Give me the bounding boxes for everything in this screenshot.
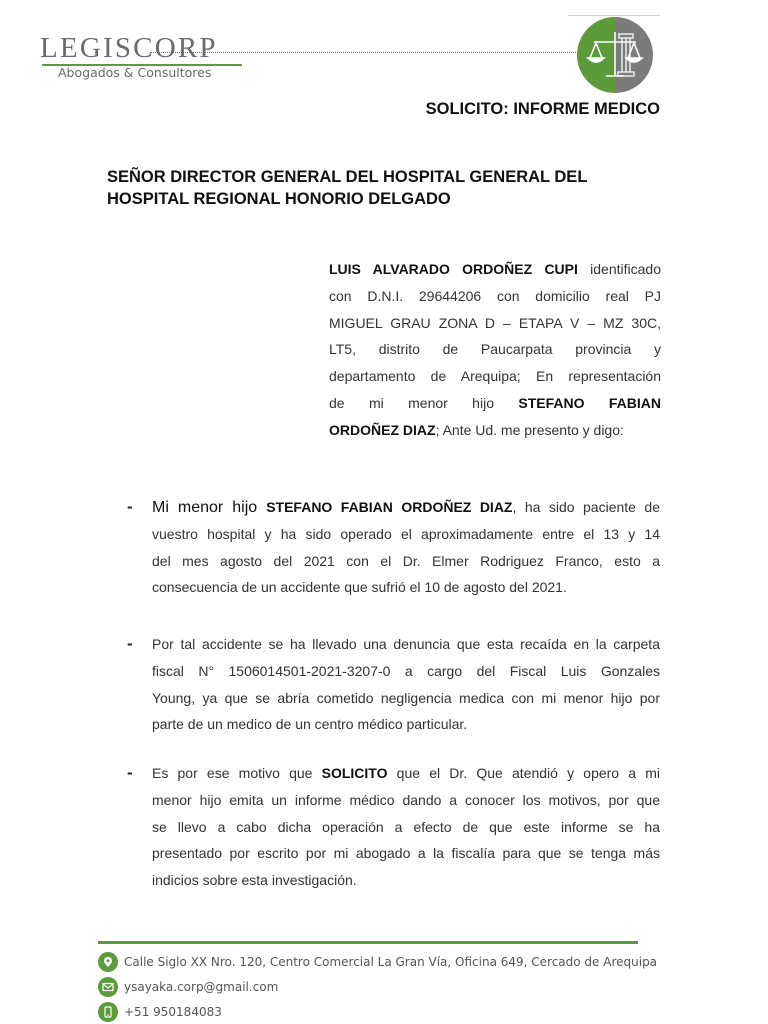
text-run: Mi menor hijo (152, 499, 267, 516)
text-run: de mi menor hijo (329, 394, 519, 411)
list-bullet: - (127, 497, 133, 516)
list-item (152, 494, 660, 601)
paragraph-line: del mes agosto del 2021 con el Dr. Elmer Rodriguez Franco, esto a (152, 552, 660, 569)
paragraph-line: presentado por escrito por mi abogado a la fiscalía para que se tenga más (152, 845, 660, 862)
paragraph-line: vuestro hospital y ha sido operado el aproximadamente entre el 13 y 14 (152, 525, 660, 542)
paragraph-line (329, 390, 661, 417)
paragraph-line: MIGUEL GRAU ZONA D – ETAPA V – MZ 30C, (329, 314, 661, 331)
phone-icon (98, 1002, 118, 1022)
map-pin-icon (98, 952, 118, 972)
text-run: ; Ante Ud. me presento y digo: (435, 421, 624, 438)
brand-wordmark: LEGISCORP (40, 32, 218, 64)
child-name: ORDOÑEZ DIAZ (329, 421, 436, 438)
paragraph-line (152, 494, 660, 521)
paragraph-line: fiscal N° 1506014501-2021-3207-0 a cargo del Fiscal Luis Gonzales (152, 662, 660, 679)
paragraph-line: Young, ya que se abría cometido negligencia medica con mi menor hijo por (152, 689, 660, 706)
paragraph-line: Por tal accidente se ha llevado una denuncia que esta recaída en la carpeta (152, 636, 660, 652)
footer-phone[interactable]: +51 950184083 (124, 1005, 222, 1019)
footer-address: Calle Siglo XX Nro. 120, Centro Comercial La Gran Vía, Oficina 649, Cercado de Arequipa (124, 955, 658, 969)
paragraph-line: departamento de Arequipa; En representación (329, 368, 661, 385)
paragraph-line (329, 256, 661, 283)
text-run: Es por ese motivo que (152, 765, 322, 781)
list-bullet: - (127, 634, 133, 653)
child-name: STEFANO FABIAN ORDOÑEZ DIAZ (266, 499, 513, 515)
paragraph-line: LT5, distrito de Paucarpata provincia y (329, 341, 661, 358)
footer-phone-row (98, 1001, 222, 1023)
footer-email-row (98, 976, 278, 998)
paragraph-line (152, 760, 660, 787)
petitioner-name: LUIS ALVARADO ORDOÑEZ CUPI (329, 261, 578, 277)
paragraph-line (329, 417, 661, 444)
footer-rule (98, 941, 638, 944)
text-run: , ha sido paciente de (512, 499, 660, 515)
paragraph-line: menor hijo emita un informe médico dando a conocer los motivos, por que (152, 791, 660, 808)
footer-address-row (98, 951, 657, 973)
subject-title: SOLICITO: INFORME MEDICO (425, 100, 660, 118)
addressee-heading (107, 166, 667, 210)
addressee-line: HOSPITAL REGIONAL HONORIO DELGADO (107, 190, 451, 208)
list-item (152, 760, 660, 894)
list-item (152, 631, 660, 738)
brand-tagline: Abogados & Consultores (58, 65, 212, 80)
child-name: STEFANO FABIAN (518, 394, 661, 411)
envelope-icon (98, 977, 118, 997)
paragraph-line: indicios sobre esta investigación. (152, 872, 357, 889)
scales-of-justice-icon (576, 16, 654, 94)
paragraph-line: se llevo a cabo dicha operación a efecto de que este informe se ha (152, 818, 660, 835)
paragraph-line: parte de un medico de un centro médico particular. (152, 716, 468, 733)
footer-email[interactable]: ysayaka.corp@gmail.com (124, 980, 279, 994)
list-bullet: - (127, 763, 133, 782)
solicito-keyword: SOLICITO (321, 765, 388, 781)
addressee-line: SEÑOR DIRECTOR GENERAL DEL HOSPITAL GENERAL DEL (107, 168, 588, 186)
petitioner-paragraph (329, 256, 661, 444)
text-run: identificado (577, 261, 661, 277)
paragraph-line: consecuencia de un accidente que sufrió el 10 de agosto del 2021. (152, 579, 567, 596)
text-run: que el Dr. Que atendió y opero a mi (387, 765, 661, 781)
paragraph-line: con D.N.I. 29644206 con domicilio real PJ (329, 287, 661, 304)
